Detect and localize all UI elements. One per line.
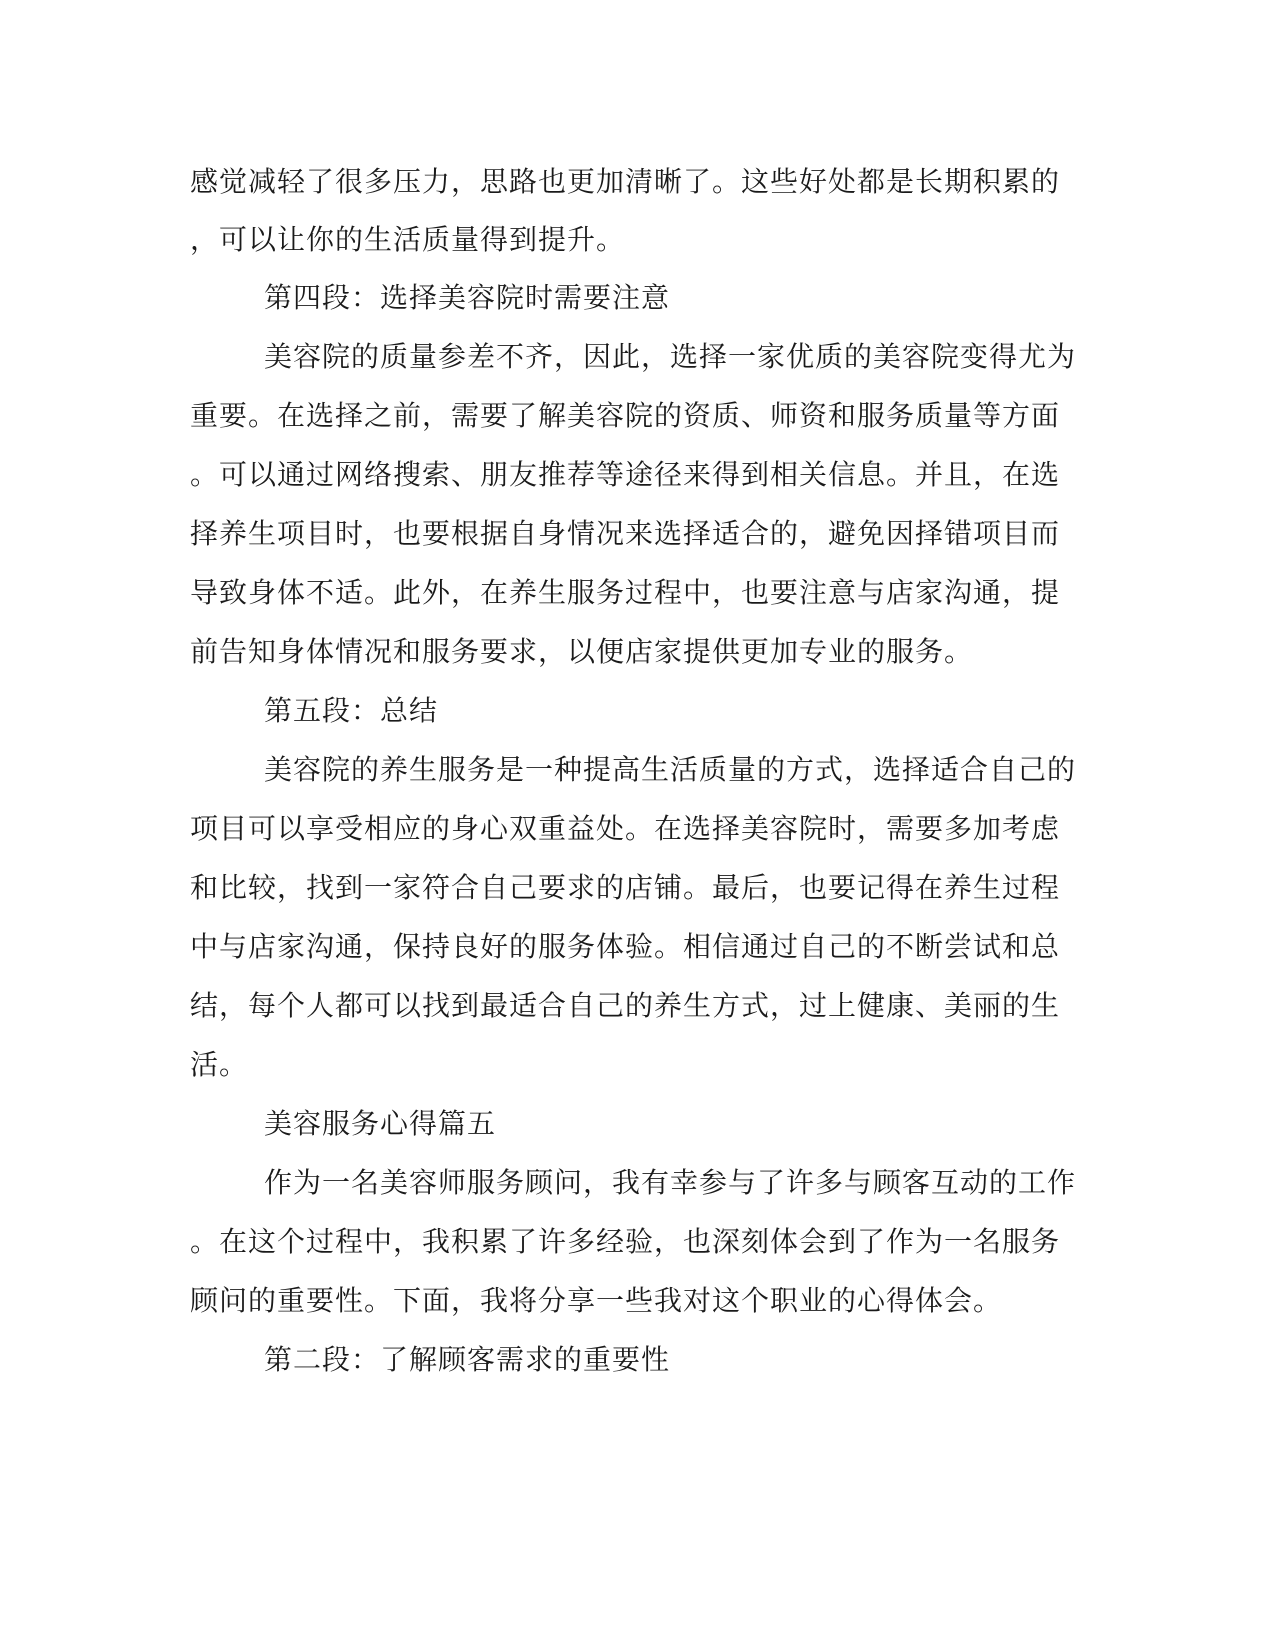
text-line: 活。 (190, 1048, 249, 1081)
text-line: 择养生项目时，也要根据自身情况来选择适合的，避免因择错项目而 (190, 517, 1061, 550)
text-line: 。可以通过网络搜索、朋友推荐等途径来得到相关信息。并且，在选 (190, 458, 1061, 491)
text-line: ，可以让你的生活质量得到提升。 (190, 223, 626, 256)
text-line: 前告知身体情况和服务要求，以便店家提供更加专业的服务。 (190, 635, 974, 668)
section-heading: 第五段：总结 (264, 694, 439, 727)
text-line: 顾问的重要性。下面，我将分享一些我对这个职业的心得体会。 (190, 1284, 1003, 1317)
text-line: 项目可以享受相应的身心双重益处。在选择美容院时，需要多加考虑 (190, 812, 1061, 845)
section-heading: 第四段：选择美容院时需要注意 (264, 281, 671, 314)
text-line: 导致身体不适。此外，在养生服务过程中，也要注意与店家沟通，提 (190, 576, 1061, 609)
paragraph-first-line: 作为一名美容师服务顾问，我有幸参与了许多与顾客互动的工作 (264, 1166, 1077, 1199)
paragraph-first-line: 美容院的养生服务是一种提高生活质量的方式，选择适合自己的 (264, 753, 1077, 786)
text-line: 中与店家沟通，保持良好的服务体验。相信通过自己的不断尝试和总 (190, 930, 1061, 963)
section-title: 美容服务心得篇五 (264, 1107, 497, 1140)
text-line: 结，每个人都可以找到最适合自己的养生方式，过上健康、美丽的生 (190, 989, 1061, 1022)
text-line: 重要。在选择之前，需要了解美容院的资质、师资和服务质量等方面 (190, 399, 1061, 432)
text-line: 和比较，找到一家符合自己要求的店铺。最后，也要记得在养生过程 (190, 871, 1061, 904)
section-heading: 第二段：了解顾客需求的重要性 (264, 1343, 671, 1376)
text-line: 感觉减轻了很多压力，思路也更加清晰了。这些好处都是长期积累的 (190, 165, 1061, 198)
text-line: 。在这个过程中，我积累了许多经验，也深刻体会到了作为一名服务 (190, 1225, 1061, 1258)
paragraph-first-line: 美容院的质量参差不齐，因此，选择一家优质的美容院变得尤为 (264, 340, 1077, 373)
